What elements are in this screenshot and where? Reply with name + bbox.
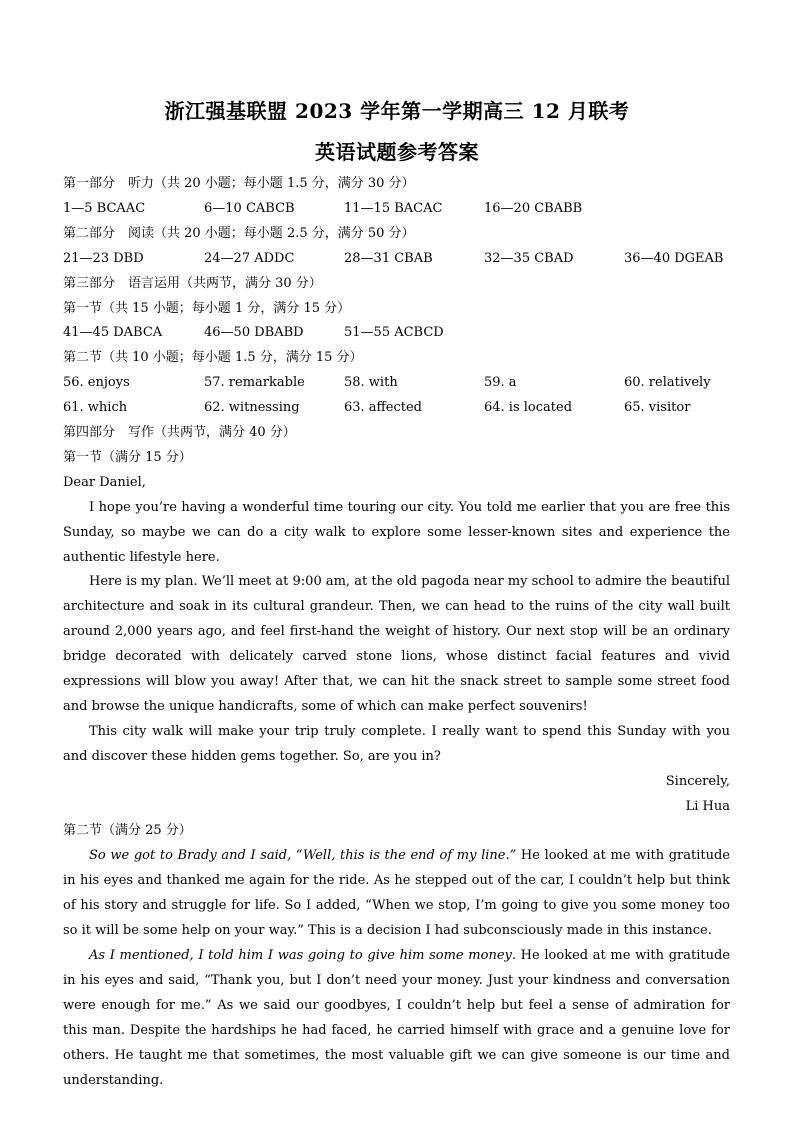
answer-item: 56. enjoys [63,375,130,391]
story-text: He looked at me with gratitude in his eyes and thanked me again for the ride. As he stepped out of the car, I couldn’t help but think of his story and struggle for life. So I added, “When we stop, I’m going to give you some money too so it will be some help on your way.” This is a decision I had subconsciously made in this instance. [63,848,730,939]
answer-item: 63. affected [344,400,423,416]
letter-greeting: Dear Daniel, [63,474,146,490]
answer-item: 58. with [344,375,398,391]
letter-paragraph: Here is my plan. We’ll meet at 9:00 am, at the old pagoda near my school to admire the beautiful architecture and soak in its cultural grandeur. Then, we can head to the ruins of the city wall built around 2,000 years ago, and feel first-hand the weight of history. Our next stop will be an ordinary bridge decorated with delicately carved stone lions, whose distinct facial features and vivid expressions will blow you away! After that, we can hit the snack street to sample some street food and browse the unique handicrafts, some of which can make perfect souvenirs! [63,574,730,714]
answer-group: 32—35 CBAD [484,250,574,266]
letter-paragraph: This city walk will make your trip truly complete. I really want to spend this Sunday with you and discover these hidden gems together. So, are you in? [63,723,730,764]
story-paragraph [63,944,730,1093]
answer-group: 6—10 CABCB [204,200,295,216]
answer-item: 64. is located [484,400,573,416]
answer-item: 62. witnessing [204,400,300,416]
part3-section2-answer-row [63,396,730,421]
story-paragraph [63,844,730,944]
part3-section2-answer-row [63,371,730,396]
letter-closing: Sincerely, [665,773,730,789]
answer-group: 51—55 ACBCD [344,325,444,341]
answer-group: 46—50 DBABD [204,325,304,341]
part3-section1-header: 第一节（共 15 小题；每小题 1 分，满分 15 分） [63,300,351,316]
answer-content [63,172,730,1093]
answer-item: 59. a [484,375,517,391]
answer-group: 21—23 DBD [63,250,144,266]
answer-group: 24—27 ADDC [204,250,295,266]
part2-header: 第二部分 阅读（共 20 小题；每小题 2.5 分，满分 50 分） [63,225,415,241]
story-lead-sentence: So we got to Brady and I said, “Well, this is the end of my line.” [89,848,517,864]
story-text: . He looked at me with gratitude in his eyes and said, “Thank you, but I don’t need your money. Just your kindness and conversation were enough for me.” As we said our goodbyes, I couldn’t help but feel a sense of admiration for this man. Despite the hardships he had faced, he carried himself with grace and a genuine love for others. He taught me that sometimes, the most valuable gift we can give someone is our time and understanding. [63,948,730,1088]
part4-header: 第四部分 写作（共两节，满分 40 分） [63,424,296,440]
answer-group: 41—45 DABCA [63,325,163,341]
letter-paragraph: I hope you’re having a wonderful time touring our city. You told me earlier that you are free this Sunday, so maybe we can do a city walk to explore some lesser-known sites and experience the authentic lifestyle here. [63,499,730,565]
part3-section1-answer-row [63,321,730,346]
answer-group: 1—5 BCAAC [63,200,146,216]
answer-group: 16—20 CBABB [484,200,583,216]
part1-header: 第一部分 听力（共 20 小题；每小题 1.5 分，满分 30 分） [63,176,415,191]
part4-section2-header: 第二节（满分 25 分） [63,823,192,839]
page-subtitle: 英语试题参考答案 [315,140,479,164]
answer-item: 57. remarkable [204,375,305,391]
part3-header: 第三部分 语言运用（共两节，满分 30 分） [63,275,322,291]
answer-item: 65. visitor [624,400,691,416]
part3-section2-header: 第二节（共 10 小题；每小题 1.5 分，满分 15 分） [63,350,363,366]
page-title: 浙江强基联盟 2023 学年第一学期高三 12 月联考 [164,99,630,123]
story-lead-sentence: As I mentioned, I told him I was going to give him some money [89,948,512,964]
answer-group: 28—31 CBAB [344,250,433,266]
answer-item: 61. which [63,400,128,416]
letter-signature: Li Hua [685,798,730,814]
part4-section1-header: 第一节（满分 15 分） [63,449,192,465]
part1-answer-row [63,197,730,222]
answer-group: 36—40 DGEAB [624,250,724,266]
answer-item: 60. relatively [624,375,711,391]
answer-group: 11—15 BACAC [344,200,443,216]
part2-answer-row [63,247,730,272]
